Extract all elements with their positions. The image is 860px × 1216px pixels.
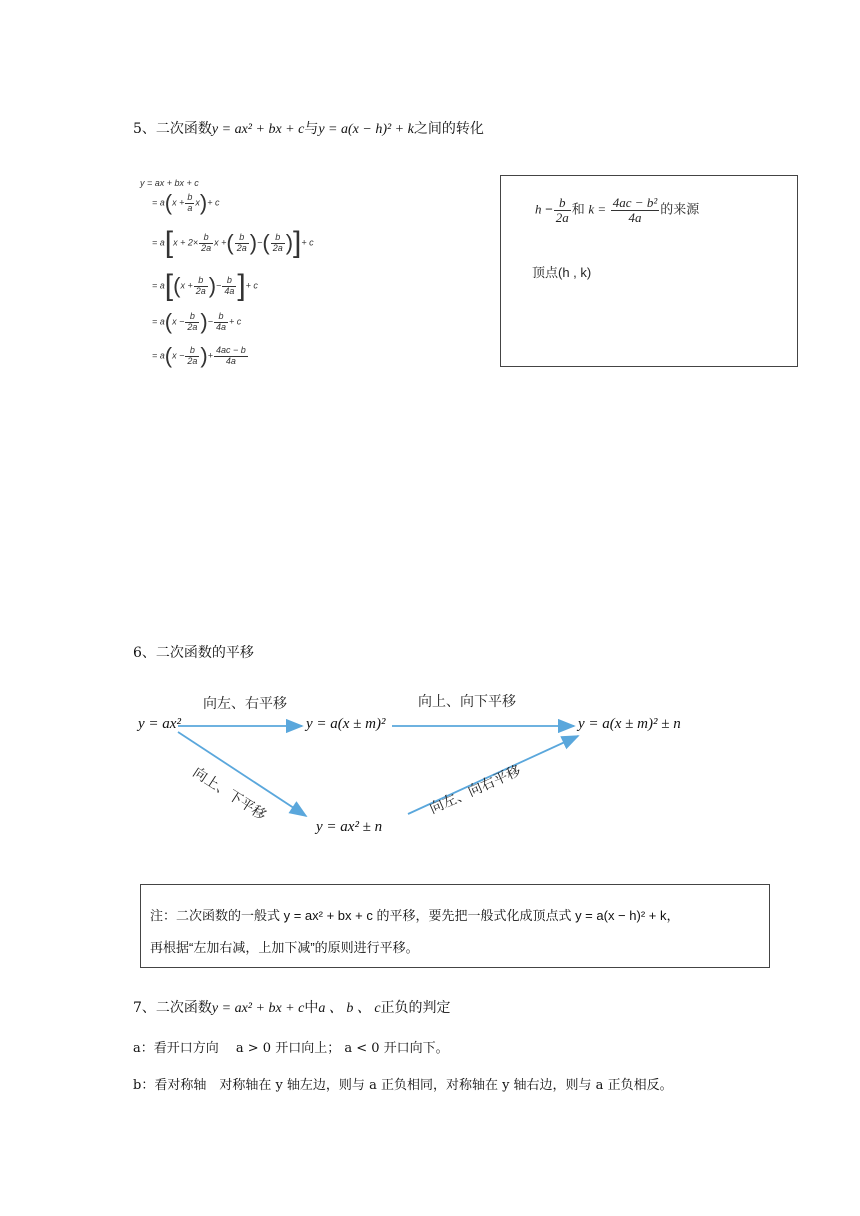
section5-eq-general: y = ax² + bx + c bbox=[211, 122, 305, 137]
paren-open: ( bbox=[173, 273, 181, 298]
fraction-numerator: b bbox=[187, 192, 193, 202]
paren-close: ) bbox=[249, 230, 258, 255]
bracket-close: ] bbox=[293, 226, 302, 259]
fraction bbox=[185, 193, 194, 213]
section5-heading bbox=[133, 118, 484, 138]
section7-title-suffix: 正负的判定 bbox=[380, 1000, 451, 1016]
fraction-denominator: 4a bbox=[215, 322, 226, 332]
derivation-text: − bbox=[207, 316, 213, 327]
derivation-text: + c bbox=[228, 316, 242, 327]
section7-b-line: b：看对称轴 对称轴在 y 轴左边，则与 a 正负相同，对称轴在 y 轴右边，则与 a 正负相反。 bbox=[133, 1078, 673, 1093]
paren-open: ( bbox=[226, 230, 234, 255]
derivation-line-2 bbox=[152, 192, 219, 214]
paren-close: ) bbox=[200, 343, 208, 368]
section7-eq: y = ax² + bx + c bbox=[211, 1001, 305, 1016]
fraction-numerator: b bbox=[554, 196, 571, 211]
section6-heading: 6、二次函数的平移 bbox=[133, 645, 254, 661]
fraction-denominator: a bbox=[187, 203, 193, 213]
derivation-text: x + bbox=[214, 237, 227, 248]
node-mid: y = a(x ± m)² bbox=[306, 716, 386, 732]
fraction-numerator: b bbox=[185, 312, 199, 323]
fraction-numerator: b bbox=[222, 276, 236, 287]
h-label: h bbox=[535, 201, 542, 217]
fraction bbox=[185, 312, 199, 332]
paren-open: ( bbox=[164, 190, 173, 215]
section5-connector: 与 bbox=[304, 121, 319, 137]
derivation-text: = a bbox=[152, 197, 165, 208]
fraction-denominator: 2a bbox=[195, 286, 206, 296]
derivation-line-6 bbox=[152, 345, 249, 367]
section7-a-line: a：看开口方向 a > 0 开口向上； a < 0 开口向下。 bbox=[133, 1041, 449, 1056]
fraction-denominator: 2a bbox=[272, 243, 283, 253]
derivation-text: x − bbox=[172, 316, 185, 327]
fraction-denominator: 2a bbox=[201, 243, 212, 253]
label-left-right-diag: 向左、向右平移 bbox=[426, 761, 523, 817]
vertex-source-formula bbox=[535, 196, 699, 224]
section5-title-suffix: 之间的转化 bbox=[413, 121, 484, 137]
paren-close: ) bbox=[199, 190, 208, 215]
section7-vars: a 、 b 、 c bbox=[318, 1001, 381, 1016]
section5-title-prefix: 5、二次函数 bbox=[133, 121, 212, 137]
fraction-denominator: 2a bbox=[555, 210, 569, 225]
derivation-text: + c bbox=[245, 280, 258, 291]
node-bottom: y = ax² ± n bbox=[316, 819, 383, 835]
paren-open: ( bbox=[164, 309, 173, 334]
fraction-numerator: b bbox=[214, 312, 228, 323]
paren-close: ) bbox=[285, 230, 294, 255]
fraction bbox=[214, 312, 228, 332]
fraction-numerator: b bbox=[194, 276, 208, 287]
derivation-line-5 bbox=[152, 311, 241, 333]
derivation-text: x + bbox=[180, 280, 193, 291]
derivation-text: x + 2× bbox=[173, 237, 199, 248]
derivation-text: y = ax + bx + c bbox=[140, 178, 199, 188]
fraction-denominator: 2a bbox=[187, 356, 198, 366]
derivation-text: x bbox=[195, 197, 200, 208]
section5-eq-vertex: y = a(x − h)² + k bbox=[318, 122, 414, 137]
fraction-numerator: b bbox=[235, 233, 249, 244]
vertex-label: 顶点(h , k) bbox=[532, 265, 592, 280]
fraction-numerator: 4ac − b bbox=[215, 345, 246, 355]
fraction-denominator: 4a bbox=[224, 286, 235, 296]
paren-close: ) bbox=[208, 273, 217, 298]
derivation-text: = a bbox=[152, 280, 165, 291]
section7-title-mid: 中 bbox=[304, 1000, 319, 1016]
fraction-numerator: 4ac − b² bbox=[612, 195, 658, 210]
fraction bbox=[271, 233, 285, 253]
fraction bbox=[199, 233, 213, 253]
fraction-denominator: 2a bbox=[187, 322, 198, 332]
derivation-line-3 bbox=[152, 228, 314, 258]
bracket-open: [ bbox=[164, 269, 174, 302]
fraction bbox=[235, 233, 249, 253]
label-up-down-diag: 向上、下平移 bbox=[190, 763, 270, 823]
derivation-text: + c bbox=[301, 237, 314, 248]
section7-title-prefix: 7、二次函数 bbox=[133, 1000, 212, 1016]
bracket-close: ] bbox=[237, 269, 246, 302]
section7-heading bbox=[133, 997, 451, 1017]
fraction bbox=[214, 346, 248, 366]
minus-sign: − bbox=[545, 201, 553, 217]
note-line-1: 注：二次函数的一般式 y = ax² + bx + c 的平移，要先把一般式化成顶点式 y = a(x − h)² + k， bbox=[150, 908, 680, 923]
derivation-text: − bbox=[257, 237, 263, 248]
fraction-denominator: 4a bbox=[628, 210, 642, 225]
derivation-text: x − bbox=[172, 350, 185, 361]
derivation-text: = a bbox=[152, 316, 165, 327]
derivation-text: − bbox=[216, 280, 222, 291]
paren-open: ( bbox=[262, 230, 270, 255]
derivation-text: x + bbox=[172, 197, 185, 208]
derivation-text: + c bbox=[207, 197, 220, 208]
derivation-text: + bbox=[207, 350, 213, 361]
label-up-down-top: 向上、向下平移 bbox=[418, 693, 516, 709]
fraction-h bbox=[554, 196, 571, 224]
fraction-numerator: b bbox=[185, 346, 199, 357]
derivation-text: = a bbox=[152, 350, 165, 361]
derivation-text: = a bbox=[152, 237, 165, 248]
fraction-k bbox=[611, 196, 659, 224]
paren-open: ( bbox=[164, 343, 173, 368]
source-suffix: 的来源 bbox=[660, 201, 700, 217]
k-label: k = bbox=[588, 201, 607, 217]
paren-close: ) bbox=[200, 309, 208, 334]
fraction-denominator: 2a bbox=[236, 243, 247, 253]
fraction-denominator: 4a bbox=[225, 356, 236, 366]
label-left-right: 向左、右平移 bbox=[203, 695, 287, 711]
fraction-numerator: b bbox=[199, 233, 213, 244]
derivation-line-4 bbox=[152, 271, 258, 301]
fraction bbox=[185, 346, 199, 366]
derivation-line-1 bbox=[140, 178, 199, 188]
fraction bbox=[222, 276, 236, 296]
note-line-2: 再根据“左加右减，上加下减”的原则进行平移。 bbox=[150, 940, 419, 955]
bracket-open: [ bbox=[164, 226, 174, 259]
node-start: y = ax² bbox=[138, 716, 181, 732]
node-end: y = a(x ± m)² ± n bbox=[578, 716, 681, 732]
and-text: 和 bbox=[571, 201, 585, 217]
fraction bbox=[194, 276, 208, 296]
fraction-numerator: b bbox=[271, 233, 285, 244]
